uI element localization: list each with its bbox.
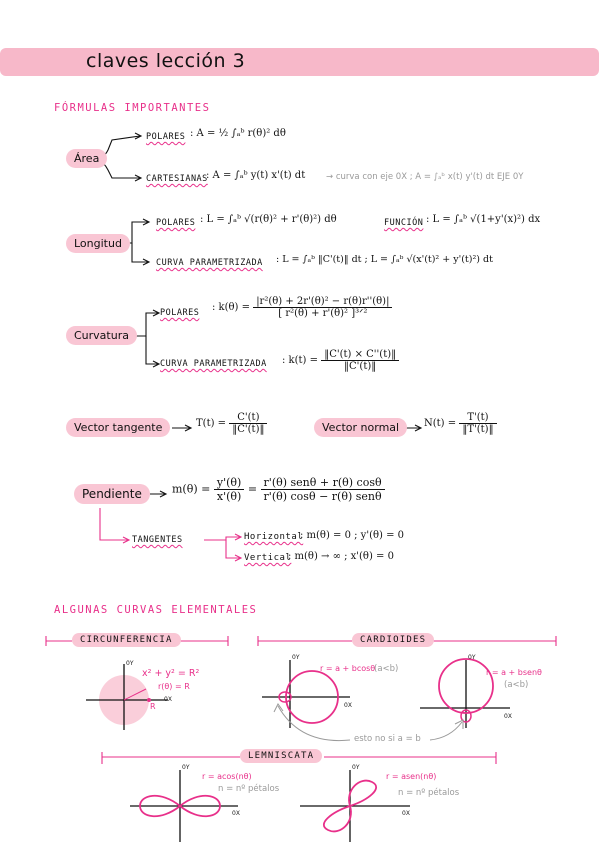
lemniscata-sen-note: n = nº pétalos — [398, 788, 460, 798]
pendiente-bubble: Pendiente — [74, 484, 150, 504]
vector-normal-numerator: T'(t) — [459, 412, 496, 424]
vector-tangente-fraction — [229, 412, 267, 435]
longitud-funcion-label: FUNCIÓN — [384, 218, 424, 228]
cardioide-sen-note: (a<b) — [504, 680, 529, 690]
circunferencia-radius-label: R — [150, 702, 156, 711]
tangentes-label: TANGENTES — [132, 535, 183, 545]
cardioide-sen-axis-x: 0X — [504, 713, 512, 720]
vector-normal-formula — [424, 412, 497, 435]
vector-normal-lhs: N(t) = — [424, 418, 457, 429]
vector-normal-fraction — [459, 412, 496, 435]
pendiente-lhs: m(θ) = — [172, 482, 211, 496]
longitud-param-formula: : L = ∫ₐᵇ ‖C'(t)‖ dt ; L = ∫ₐᵇ √(x'(t)² + y'(t)²) dt — [276, 254, 493, 265]
circunferencia-title: CIRCUNFERENCIA — [72, 633, 181, 647]
lemniscata-title: LEMNISCATA — [240, 749, 322, 763]
cardioide-cos-eq: r = a + bcosθ — [320, 664, 376, 673]
cardioides-note: esto no si a = b — [354, 734, 421, 744]
tangente-horizontal-formula: : m(θ) = 0 ; y'(θ) = 0 — [300, 530, 404, 541]
section-heading-curves: ALGUNAS CURVAS ELEMENTALES — [54, 604, 258, 616]
lemniscata-sen-axis-y: 0Y — [352, 764, 360, 771]
pendiente-fraction-1 — [214, 476, 244, 503]
page-title: claves lección 3 — [86, 50, 246, 72]
section-heading-formulas: FÓRMULAS IMPORTANTES — [54, 102, 211, 114]
longitud-polares-formula: : L = ∫ₐᵇ √(r(θ)² + r'(θ)²) dθ — [200, 214, 337, 225]
vector-normal-bubble: Vector normal — [314, 418, 407, 437]
lemniscata-sen-axis-x: 0X — [402, 810, 410, 817]
curvatura-param-lhs: : k(t) = — [282, 355, 318, 366]
circunferencia-axis-y: 0Y — [126, 660, 134, 667]
cardioide-cos-note: (a<b) — [374, 664, 399, 674]
area-cartesianas-note: → curva con eje 0X ; A = ∫ₐᵇ x(t) y'(t) dt EJE 0Y — [326, 172, 524, 182]
vector-tangente-lhs: T(t) = — [196, 418, 227, 429]
lemniscata-cos-axis-x: 0X — [232, 810, 240, 817]
tangente-vertical-label: Vertical — [244, 553, 292, 563]
area-bubble: Área — [66, 149, 107, 168]
vector-tangente-numerator: C'(t) — [229, 412, 267, 424]
pendiente-equals: = — [247, 482, 258, 496]
vector-tangente-formula — [196, 412, 267, 435]
circunferencia-axis-x: 0X — [164, 696, 172, 703]
pendiente-fraction-2 — [261, 476, 385, 503]
curvatura-param-label: CURVA PARAMETRIZADA — [160, 359, 267, 369]
curvatura-param-denominator: ‖C'(t)‖ — [344, 361, 377, 372]
cardioide-sen-axis-y: 0Y — [468, 654, 476, 661]
pendiente-fraction-1-numerator: y'(θ) — [214, 476, 244, 490]
vector-tangente-denominator: ‖C'(t)‖ — [232, 424, 265, 435]
cardioides-title: CARDIOIDES — [352, 633, 434, 647]
longitud-funcion-formula: : L = ∫ₐᵇ √(1+y'(x)²) dx — [426, 214, 541, 225]
cardioide-cos-axis-x: 0X — [344, 702, 352, 709]
vector-normal-denominator: ‖T'(t)‖ — [462, 424, 494, 435]
pendiente-fraction-1-denominator: x'(θ) — [216, 490, 242, 503]
tangente-vertical-formula: : m(θ) → ∞ ; x'(θ) = 0 — [288, 551, 394, 562]
curvatura-polares-fraction — [253, 296, 392, 319]
area-cartesianas-formula: : A = ∫ₐᵇ y(t) x'(t) dt — [206, 170, 306, 181]
pendiente-formula — [172, 476, 385, 503]
tangente-horizontal-label: Horizontal — [244, 532, 304, 542]
curvatura-bubble: Curvatura — [66, 326, 137, 345]
area-polares-label: POLARES — [146, 132, 186, 142]
area-cartesianas-label: CARTESIANAS — [146, 174, 208, 184]
lemniscata-sen-eq: r = asen(nθ) — [386, 772, 437, 781]
curvatura-polares-denominator: [ r²(θ) + r'(θ)² ]³ᐟ² — [278, 308, 368, 319]
curvatura-param-numerator: ‖C'(t) × C''(t)‖ — [321, 349, 399, 361]
curvatura-param-formula — [282, 349, 399, 372]
curvatura-param-fraction — [321, 349, 399, 372]
pendiente-fraction-2-denominator: r'(θ) cosθ − r(θ) senθ — [263, 490, 382, 503]
curvatura-polares-label: POLARES — [160, 308, 200, 318]
lemniscata-cos-note: n = nº pétalos — [218, 784, 280, 794]
cardioide-cos-axis-y: 0Y — [292, 654, 300, 661]
circunferencia-eq: x² + y² = R² — [142, 668, 200, 679]
circunferencia-polar: r(θ) = R — [158, 682, 190, 691]
curvatura-polares-formula — [212, 296, 392, 319]
curvatura-polares-numerator: |r²(θ) + 2r'(θ)² − r(θ)r''(θ)| — [253, 296, 392, 308]
pendiente-fraction-2-numerator: r'(θ) senθ + r(θ) cosθ — [261, 476, 385, 490]
curvatura-polares-lhs: : k(θ) = — [212, 302, 250, 313]
longitud-bubble: Longitud — [66, 234, 130, 253]
cardioide-sen-eq: r = a + bsenθ — [486, 668, 542, 677]
area-polares-formula: : A = ½ ∫ₐᵇ r(θ)² dθ — [190, 128, 286, 139]
longitud-polares-label: POLARES — [156, 218, 196, 228]
longitud-param-label: CURVA PARAMETRIZADA — [156, 258, 263, 268]
lemniscata-cos-axis-y: 0Y — [182, 764, 190, 771]
vector-tangente-bubble: Vector tangente — [66, 418, 170, 437]
lemniscata-cos-eq: r = acos(nθ) — [202, 772, 252, 781]
